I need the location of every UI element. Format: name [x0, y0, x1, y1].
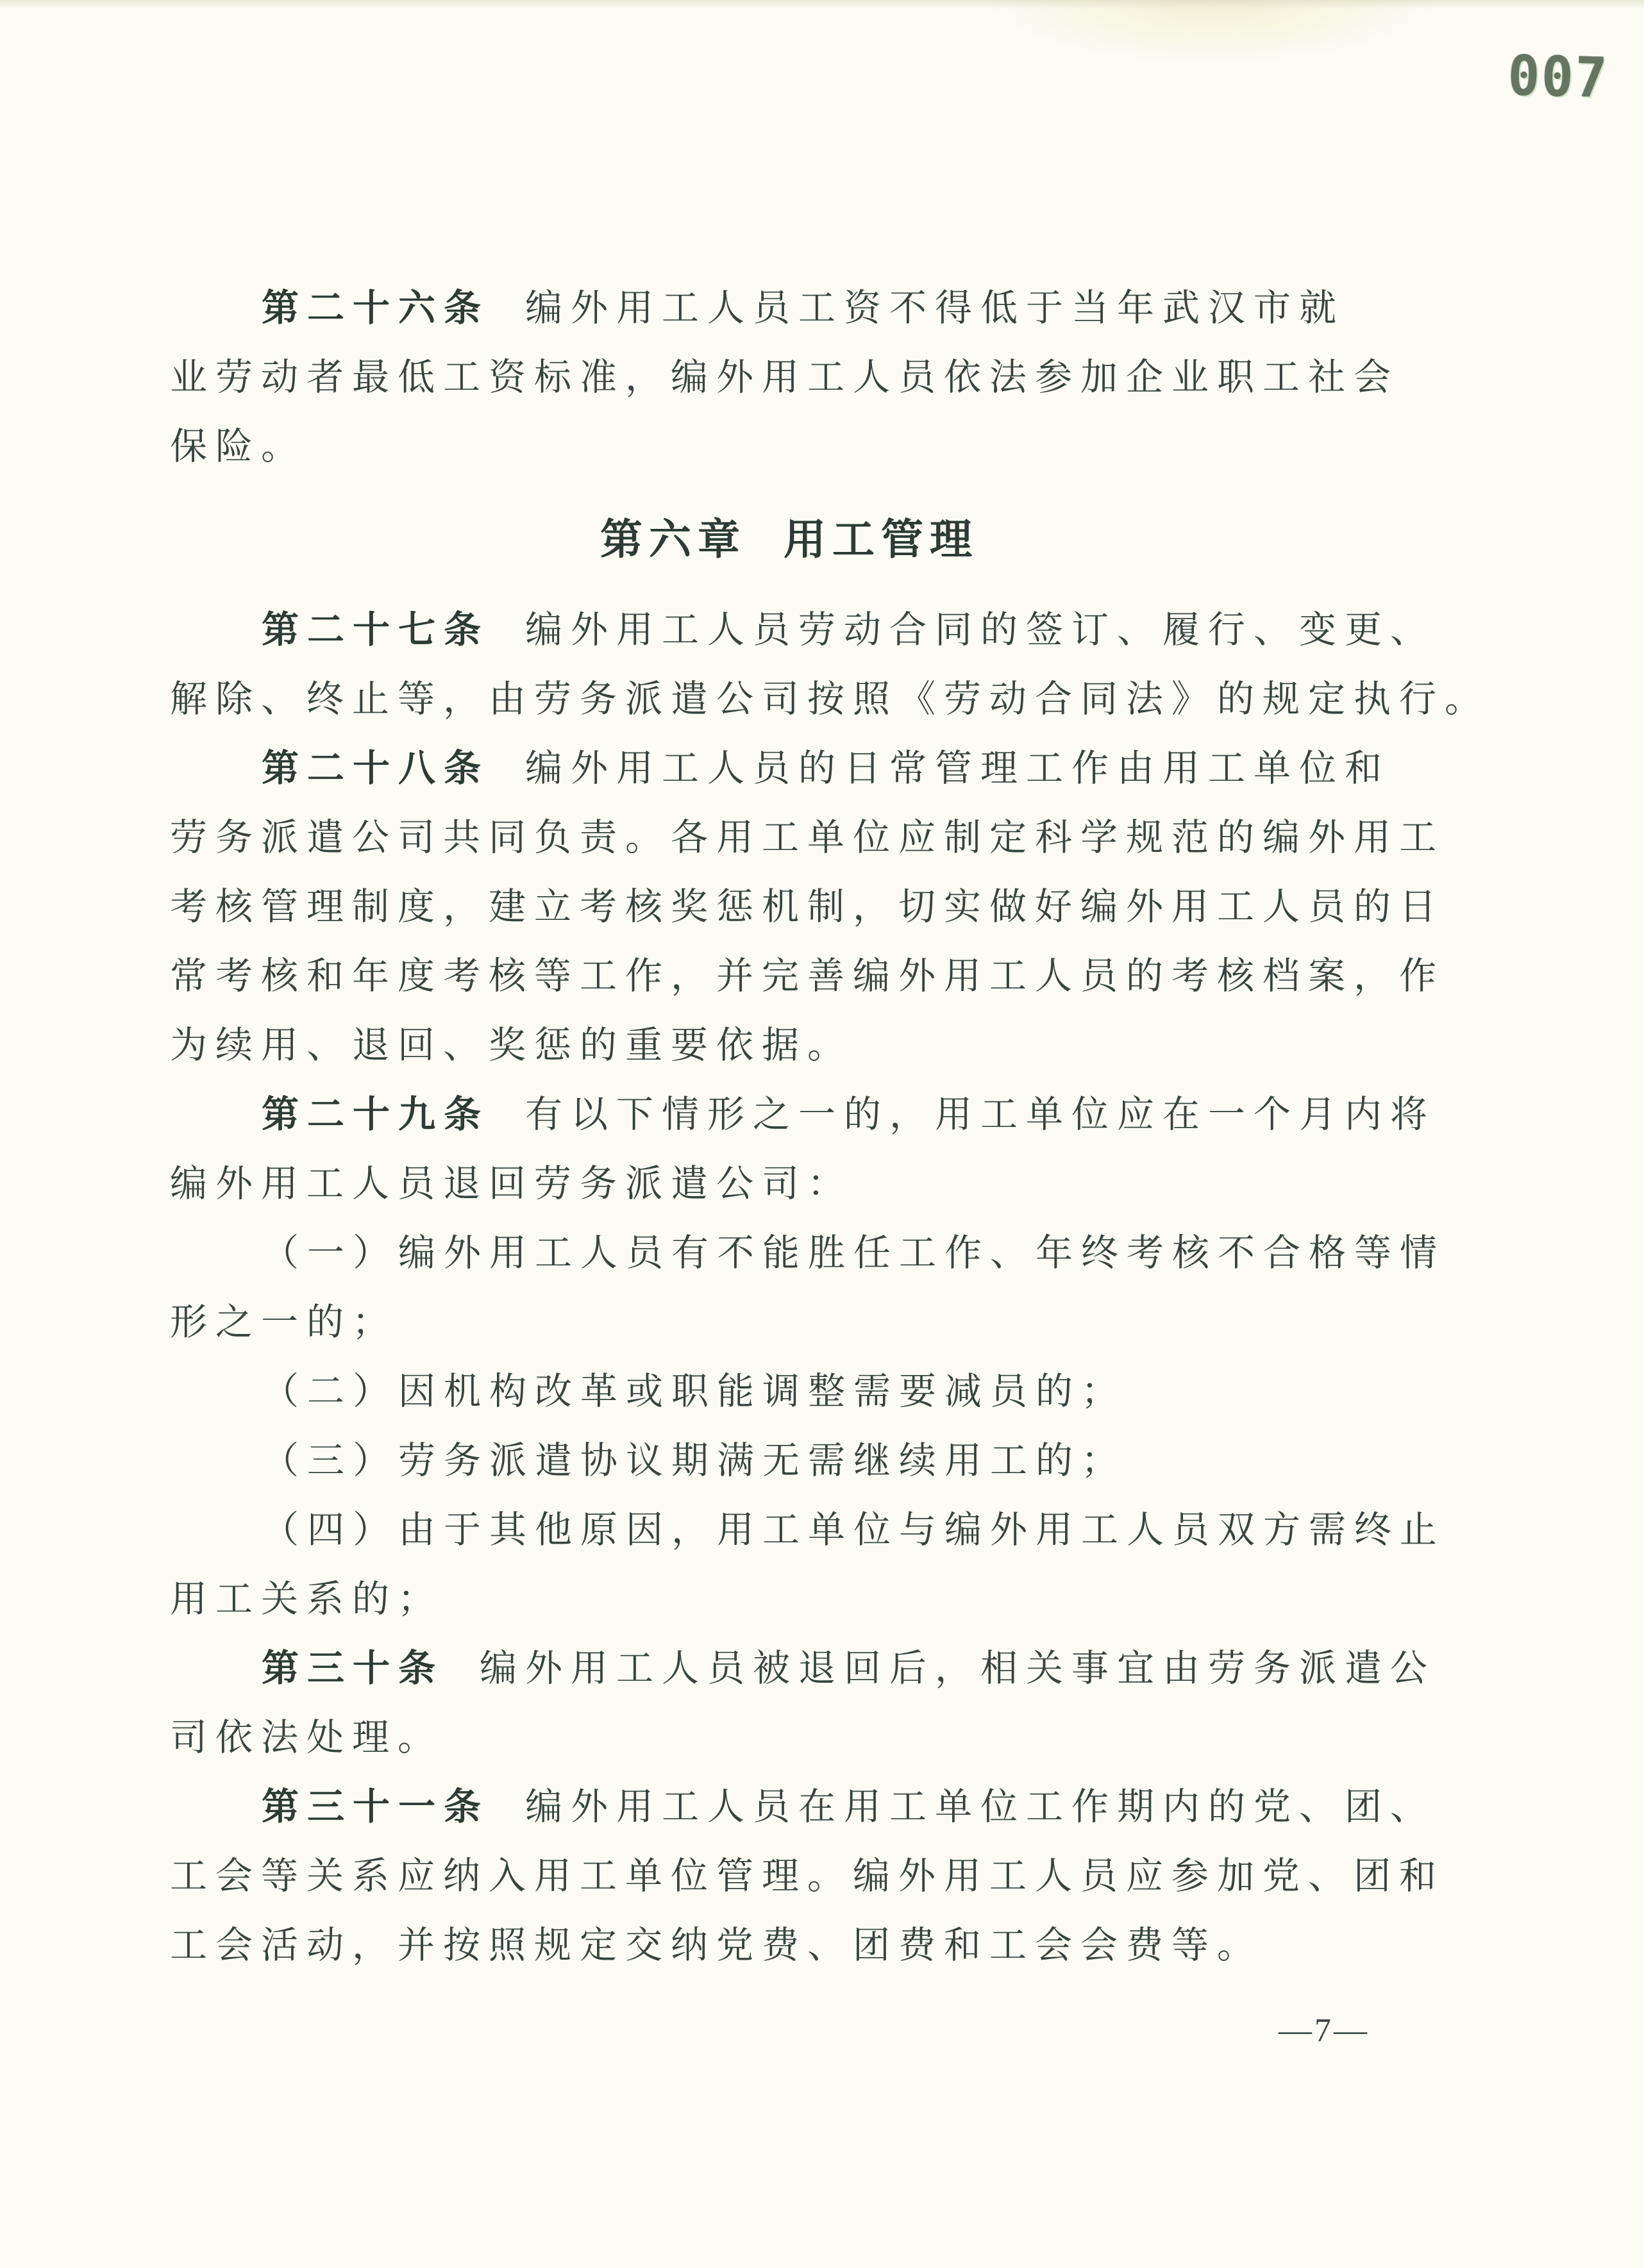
list-item-4-line-1: （四）由于其他原因，用工单位与编外用工人员双方需终止 — [262, 1509, 1446, 1551]
page-stamp-number: 007 — [1507, 44, 1610, 111]
scan-artifact-top — [987, 0, 1436, 64]
article-29-number: 第二十九条 — [262, 1094, 490, 1135]
article-28-line-5: 为续用、退回、奖惩的重要依据。 — [170, 1024, 853, 1066]
article-29-line-2: 编外用工人员退回劳务派遣公司： — [170, 1163, 853, 1205]
document-body — [170, 274, 1491, 1980]
list-item-1-line-1: （一）编外用工人员有不能胜任工作、年终考核不合格等情 — [262, 1232, 1446, 1274]
article-31-text: 编外用工人员在用工单位工作期内的党、团、 — [525, 1786, 1436, 1828]
article-27-line-1 — [170, 596, 1436, 665]
article-31-number: 第三十一条 — [262, 1786, 490, 1828]
article-30-line-2: 司依法处理。 — [170, 1717, 444, 1758]
article-26-line-1 — [170, 274, 1409, 343]
article-30-number: 第三十条 — [262, 1647, 444, 1689]
article-28-line-1 — [170, 734, 1409, 803]
article-26-line-3: 保险。 — [170, 426, 307, 467]
article-26-number: 第二十六条 — [262, 287, 490, 329]
article-29-line-1 — [170, 1080, 1436, 1149]
chapter-heading — [170, 507, 1409, 574]
article-28-number: 第二十八条 — [262, 747, 490, 789]
chapter-number: 第六章 — [600, 517, 746, 563]
article-28-line-3: 考核管理制度，建立考核奖惩机制，切实做好编外用工人员的日 — [170, 886, 1445, 928]
article-30-text: 编外用工人员被退回后，相关事宜由劳务派遣公 — [480, 1647, 1436, 1689]
article-28-line-2: 劳务派遣公司共同负责。各用工单位应制定科学规范的编外用工 — [170, 817, 1445, 858]
list-item-1-line-2: 形之一的； — [170, 1301, 398, 1343]
scan-artifact-edge — [0, 0, 1644, 9]
article-31-line-3: 工会活动，并按照规定交纳党费、团费和工会会费等。 — [170, 1924, 1263, 1966]
footer-page-number: —7— — [1279, 2012, 1370, 2049]
article-27-number: 第二十七条 — [262, 609, 490, 651]
list-item-4-line-2: 用工关系的； — [170, 1578, 444, 1620]
article-28-text: 编外用工人员的日常管理工作由用工单位和 — [525, 747, 1391, 789]
article-30-line-1 — [170, 1634, 1436, 1703]
article-26-text: 编外用工人员工资不得低于当年武汉市就 — [525, 287, 1345, 329]
chapter-title: 用工管理 — [784, 517, 978, 563]
list-item-3-line-1: （三）劳务派遣协议期满无需继续用工的； — [262, 1440, 1127, 1481]
article-26-line-2: 业劳动者最低工资标准，编外用工人员依法参加企业职工社会 — [170, 356, 1400, 398]
article-31-line-1 — [170, 1772, 1436, 1842]
article-27-line-2: 解除、终止等，由劳务派遣公司按照《劳动合同法》的规定执行。 — [170, 678, 1491, 720]
list-item-2-line-1: （二）因机构改革或职能调整需要减员的； — [262, 1371, 1127, 1412]
article-31-line-2: 工会等关系应纳入用工单位管理。编外用工人员应参加党、团和 — [170, 1855, 1445, 1897]
article-28-line-4: 常考核和年度考核等工作，并完善编外用工人员的考核档案，作 — [170, 955, 1445, 997]
article-27-text: 编外用工人员劳动合同的签订、履行、变更、 — [525, 609, 1436, 651]
article-29-text: 有以下情形之一的，用工单位应在一个月内将 — [525, 1094, 1436, 1135]
